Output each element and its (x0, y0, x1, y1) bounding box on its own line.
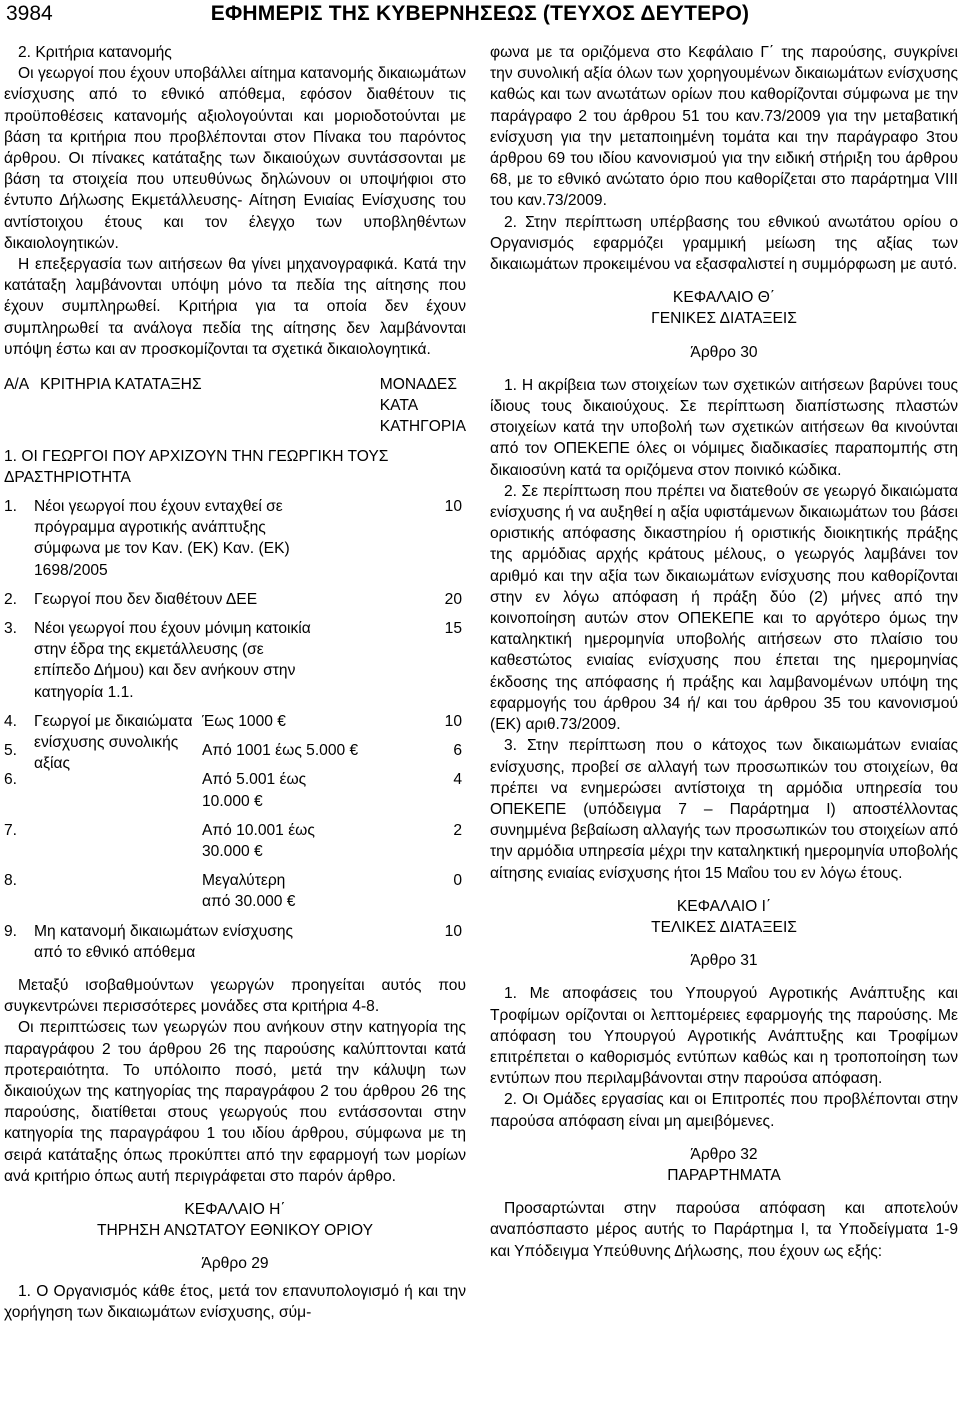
paragraph: 2. Οι Ομάδες εργασίας και οι Επιτροπές που προβλέπονται στην παρούσα απόφαση είναι μη αμειβόμενες. (490, 1091, 958, 1130)
table-header-units: ΜΟΝΑΔΕΣ ΚΑΤΑ ΚΑΤΗΓΟΡΙΑ (379, 376, 467, 436)
article-heading: Άρθρο 29 (201, 1255, 269, 1273)
row-range: Από 1001 έως 5.000 € (202, 742, 359, 760)
table-header-criteria: ΚΡΙΤΗΡΙΑ ΚΑΤΑΤΑΞΗΣ (40, 376, 202, 394)
article-heading: Άρθρο 31 (690, 952, 758, 970)
row-number: 8. (4, 872, 18, 890)
row-units: 2 (453, 821, 462, 839)
table-row (4, 703, 466, 732)
chapter-title: ΤΕΛΙΚΕΣ ΔΙΑΤΑΞΕΙΣ (651, 918, 797, 936)
paragraph: Μεταξύ ισοβαθμούντων γεωργών προηγείται αυτός που συγκεντρώνει περισσότερες μονάδες στα κριτήρια 4-8. (4, 976, 466, 1016)
table-section-row (4, 446, 466, 488)
chapter-heading: ΚΕΦΑΛΑΙΟ Η΄ (184, 1200, 286, 1218)
table-row (4, 862, 466, 912)
paragraph: Οι γεωργοί που έχουν υποβάλλει αίτημα κατανομής δικαιωμάτων ενίσχυσης από το εθνικό απόθεμα, εφόσον διαθέτουν τις προϋποθέσεις κατανομής αξιολογούνται και μοριοδοτούνται με βάση τα κριτήρια που προβλέπονται στον Πίνακα του παρόντος άρθρου. Οι πίνακες κατάταξης των δικαιούχων συντάσσονται με βάση τα στοιχεία που υπευθύνως δηλώνουν οι υποψήφιοι στο έντυπο Δήλωσης Εκμετάλλευσης- Αίτηση Ενιαίας Ενίσχυσης του αντίστοιχου έτους και τον έλεγχο των υποβληθέντων δικαιολογητικών. (4, 65, 466, 252)
paragraph: 2. Στην περίπτωση υπέρβασης του εθνικού ανωτάτου ορίου ο Οργανισμός εφαρμόζει γραμμική μείωση της αξίας των δικαιωμάτων προκειμένου να εξασφαλιστεί η συμμόρφωση με αυτό. (490, 213, 958, 274)
row-number: 1. (4, 498, 18, 516)
row-number: 3. (4, 620, 18, 638)
journal-title: ΕΦΗΜΕΡΙΣ ΤΗΣ ΚΥΒΕΡΝΗΣΕΩΣ (ΤΕΥΧΟΣ ΔΕΥΤΕΡΟ) (210, 2, 750, 25)
chapter-heading: ΚΕΦΑΛΑΙΟ Ι΄ (676, 897, 772, 915)
table-section-title: 1. ΟΙ ΓΕΩΡΓΟΙ ΠΟΥ ΑΡΧΙΖΟΥΝ ΤΗΝ ΓΕΩΡΓΙΚΗ ΤΟΥΣ ΔΡΑΣΤΗΡΙΟΤΗΤΑ (4, 447, 389, 486)
page-number: 3984 (6, 2, 53, 25)
row-units: 6 (453, 742, 462, 760)
row-criterion: Γεωργοί που δεν διαθέτουν ΔΕΕ (34, 590, 258, 608)
row-number: 2. (4, 590, 18, 608)
paragraph: 2. Σε περίπτωση που πρέπει να διατεθούν σε γεωργό δικαιώματα ενίσχυσης ή να αυξηθεί η αξία υφιστάμενων δικαιωμάτων του βάσει οριστικής απόφασης δικαστηρίου ή οριστικής διοικητικής πράξης της αρμόδιας αρχής κράτους μέλους, ο γεωργός λαμβάνει τον αριθμό και την αξία των δικαιωμάτων ενίσχυσης που καθορίζονται στην εν λόγω απόφαση ή πράξη δύο (2) μήνες από την κοινοποίηση αυτών στον ΟΠΕΚΕΠΕ και το αργότερο όμως την καταληκτική ημερομηνία υποβολής αιτήσεων στο πλαίσιο του καθεστώτος ενιαίας ενίσχυσης που έπεται της ημερομηνίας έκδοσης της απόφασης ή πράξης και λαμβανομένων υπόψη της εφαρμογής του άρθρου 34 ή/ και του άρθρου 35 του κανονισμού (ΕΚ) αριθ.73/2009. (490, 482, 958, 734)
article-heading: Άρθρο 30 (690, 343, 758, 361)
right-column (490, 42, 958, 1262)
table-header-num: Α/Α (4, 376, 30, 394)
row-units: 10 (444, 922, 462, 940)
table-row (4, 812, 466, 862)
row-number: 6. (4, 771, 18, 789)
row-criterion: Νέοι γεωργοί που έχουν μόνιμη κατοικία στην έδρα της εκμετάλλευσης (σε επίπεδο Δήμου) και δεν ανήκουν στην κατηγορία 1.1. (34, 620, 311, 701)
table-row (4, 581, 466, 610)
paragraph: 1. Η ακρίβεια των στοιχείων των σχετικών αιτήσεων βαρύνει τους ίδιους τους δικαιούχους. Σε περίπτωση διαπίστωσης πλαστών στοιχείων κατά την υποβολή των σχετικών αιτήσεων θα κινούνται από τον ΟΠΕΚΕΠΕ όλες οι νόμιμες διαδικασίες παραπομπής στη δικαιοσύνη κατά τα οριζόμενα στον ποινικό κώδικα. (490, 376, 958, 479)
row-criterion: Μη κατανομή δικαιωμάτων ενίσχυσης από το εθνικό απόθεμα (34, 922, 294, 961)
table-row (4, 488, 466, 581)
criteria-table (4, 374, 466, 963)
row-range: Μεγαλύτερη από 30.000 € (202, 872, 296, 911)
row-number: 7. (4, 821, 18, 839)
row-units: 10 (444, 498, 462, 516)
paragraph: Οι περιπτώσεις των γεωργών που ανήκουν στην κατηγορία της παραγράφου 2 του άρθρου 26 της παρούσης καλύπτονται κατά προτεραιότητα. Το υπόλοιπο ποσό, μετά την κάλυψη των δικαιούχων της κατηγορίας της παραγράφου 2 του άρθρου 26 της παρούσης, διατίθεται στους γεωργούς που εντάσσονται στην κατηγορία της παραγράφου 1 του ιδίου άρθρου, σύμφωνα με τη σειρά κατάταξης όπως προκύπτει από την εφαρμογή των μορίων ανά κριτήριο όπως αυτή περιγράφεται στο παρόν άρθρο. (4, 1019, 466, 1185)
row-range: Έως 1000 € (202, 712, 286, 730)
table-header-row (4, 374, 466, 446)
row-units: 20 (444, 590, 462, 608)
paragraph: 1. Με αποφάσεις του Υπουργού Αγροτικής Ανάπτυξης και Τροφίμων ορίζονται οι λεπτομέρειες εφαρμογής της παρούσης. Με απόφαση του Υπουργού Αγροτικής Ανάπτυξης και Τροφίμων επιτρέπεται ο καθορισμός εντύπων καθώς και η τροποποίηση των εντύπων που περιλαμβάνονται στην παρούσα απόφαση. (490, 985, 958, 1088)
paragraph: Η επεξεργασία των αιτήσεων θα γίνει μηχανογραφικά. Κατά την κατάταξη λαμβάνονται υπόψη μόνο τα πεδία της αίτησης που έχουν συμπληρωθεί. Κριτήρια για τα οποία δεν έχουν συμπληρωθεί τα ανάλογα πεδία της αίτησης δεν λαμβάνονται υπόψη έστω και αν προσκομίζονται τα σχετικά δικαιολογητικά. (4, 256, 466, 358)
row-number: 9. (4, 922, 18, 940)
row-units: 15 (444, 620, 462, 638)
row-units: 4 (453, 771, 462, 789)
row-units: 0 (453, 872, 462, 890)
page-header (0, 0, 960, 40)
table-row (4, 913, 466, 963)
paragraph: Προσαρτώνται στην παρούσα απόφαση και αποτελούν αναπόσπαστο μέρος αυτής το Παράρτημα Ι, τα Υποδείγματα 1-9 και Υπόδειγμα Υπεύθυνης Δήλωσης, που έχουν ως εξής: (490, 1200, 958, 1260)
paragraph: φωνα με τα οριζόμενα στο Κεφάλαιο Γ΄ της παρούσης, συγκρίνει την συνολική αξία όλων των χορηγουμένων δικαιωμάτων ενίσχυσης καθώς και των ανωτάτων ορίων που καθορίζονται σύμφωνα με την παράγραφο 2 του άρθρου 51 του καν.73/2009 για την μεταβατική ενίσχυση για την μεταποιημένη τομάτα και την παράγραφο 3του άρθρου 69 του ιδίου κανονισμού για την ειδική στήριξη του άρθρου 68, με το εθνικό ανώτατο όριο που καθορίζεται στο παράρτημα VIII του καν.73/2009. (490, 44, 958, 210)
chapter-title: ΓΕΝΙΚΕΣ ΔΙΑΤΑΞΕΙΣ (651, 310, 797, 328)
group-label: Γεωργοί με δικαιώματα ενίσχυσης συνολικής αξίας (34, 712, 193, 773)
row-number: 5. (4, 742, 18, 760)
left-column (4, 42, 466, 1323)
row-units: 10 (444, 712, 462, 730)
row-number: 4. (4, 712, 18, 730)
chapter-title: ΤΗΡΗΣΗ ΑΝΩΤΑΤΟΥ ΕΘΝΙΚΟΥ ΟΡΙΟΥ (96, 1222, 374, 1240)
article-heading: Άρθρο 32 (690, 1145, 758, 1163)
paragraph: 2. Κριτήρια κατανομής (18, 44, 172, 61)
row-range: Από 10.001 έως 30.000 € (202, 821, 315, 860)
row-criterion: Νέοι γεωργοί που έχουν ενταχθεί σε πρόγραμμα αγροτικής ανάπτυξης σύμφωνα με τον Καν. (ΕΚ) Καν. (ΕΚ) 1698/2005 (34, 498, 290, 579)
article-title: ΠΑΡΑΡΤΗΜΑΤΑ (667, 1166, 781, 1184)
chapter-heading: ΚΕΦΑΛΑΙΟ Θ΄ (672, 289, 776, 307)
paragraph: 3. Στην περίπτωση που ο κάτοχος των δικαιωμάτων ενιαίας ενίσχυσης, προβεί σε αλλαγή των προσωπικών του στοιχείων, θα πρέπει να ενημερώσει αντίστοιχα τη αρμόδια υπηρεσία του ΟΠΕΚΕΠΕ (υπόδειγμα 7 – Παράρτημα Ι) αποστέλλοντας συνημμένα βεβαίωση αλλαγής των προσωπικών του στοιχείων από την αρμόδια υπηρεσία μέχρι την καταληκτική ημερομηνία υποβολής αίτησης ενιαίας ενίσχυσης ήτοι 15 Μαΐου του εν λόγω έτους. (490, 737, 958, 882)
table-row (4, 610, 466, 703)
row-range: Από 5.001 έως 10.000 € (202, 771, 307, 810)
paragraph: 1. Ο Οργανισμός κάθε έτος, μετά τον επανυπολογισμό ή και την χορήγηση των δικαιωμάτων ενίσχυσης, σύμ- (4, 1282, 466, 1321)
